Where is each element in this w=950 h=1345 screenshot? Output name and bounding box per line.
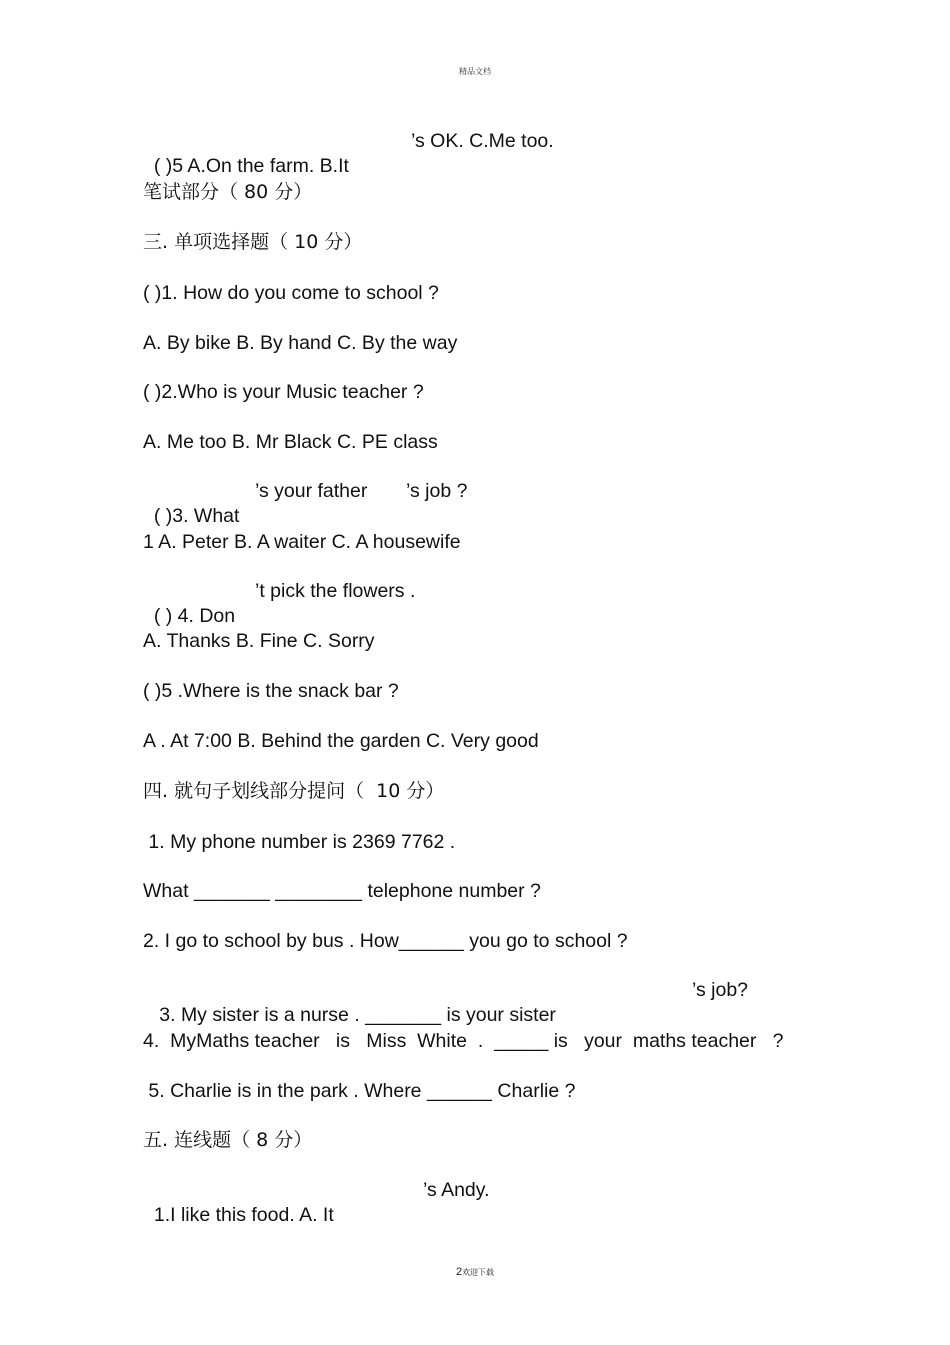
matching-item-1 <box>143 1179 334 1227</box>
rewrite-item-5: 5. Charlie is in the park . Where ______ Charlie ? <box>143 1080 576 1102</box>
rewrite-item-1: 1. My phone number is 2369 7762 . <box>143 831 456 853</box>
options-3: 1 A. Peter B. A waiter C. A housewife <box>143 531 461 553</box>
text-segment: ’t pick the flowers . <box>255 580 416 602</box>
options-1: A. By bike B. By hand C. By the way <box>143 332 458 354</box>
section-heading-5: 五. 连线题（ 8 分） <box>143 1129 313 1151</box>
rewrite-item-3 <box>143 979 556 1027</box>
text-segment: ’s job ? <box>406 480 468 502</box>
rewrite-item-1-answer: What _______ ________ telephone number ? <box>143 880 541 902</box>
options-5: A . At 7:00 B. Behind the garden C. Very good <box>143 730 539 752</box>
text-segment: ’s your father <box>255 480 368 502</box>
question-1: ( )1. How do you come to school ? <box>143 282 439 304</box>
page-number: 2 <box>455 1266 463 1278</box>
rewrite-item-4: 4. MyMaths teacher is Miss White . _____ is your maths teacher ? <box>143 1030 784 1052</box>
question-2: ( )2.Who is your Music teacher ? <box>143 381 424 403</box>
page-header: 精品文档 <box>459 67 491 76</box>
page-footer <box>0 1262 950 1280</box>
text-segment: ’s OK. C.Me too. <box>411 130 554 152</box>
question-4 <box>143 580 235 628</box>
options-4: A. Thanks B. Fine C. Sorry <box>143 630 375 652</box>
footer-text: 欢迎下载 <box>462 1268 495 1277</box>
section-heading-3: 三. 单项选择题（ 10 分） <box>143 231 363 253</box>
question-3 <box>143 480 239 528</box>
text-segment: ( )3. What <box>153 505 240 527</box>
options-2: A. Me too B. Mr Black C. PE class <box>143 431 438 453</box>
listening-item-5 <box>143 130 349 178</box>
text-segment: 1.I like this food. A. It <box>153 1204 334 1226</box>
text-segment: ( ) 4. Don <box>153 605 236 627</box>
section-heading-written: 笔试部分（ 80 分） <box>143 181 313 203</box>
text-segment: ( )5 A.On the farm. B.It <box>153 155 349 177</box>
text-segment: 3. My sister is a nurse . _______ is your sister <box>153 1004 556 1026</box>
question-5: ( )5 .Where is the snack bar ? <box>143 680 399 702</box>
text-segment: ’s job? <box>692 979 749 1001</box>
section-heading-4: 四. 就句子划线部分提问（ 10 分） <box>143 780 445 802</box>
text-segment: ’s Andy. <box>423 1179 490 1201</box>
rewrite-item-2: 2. I go to school by bus . How______ you go to school ? <box>143 930 628 952</box>
